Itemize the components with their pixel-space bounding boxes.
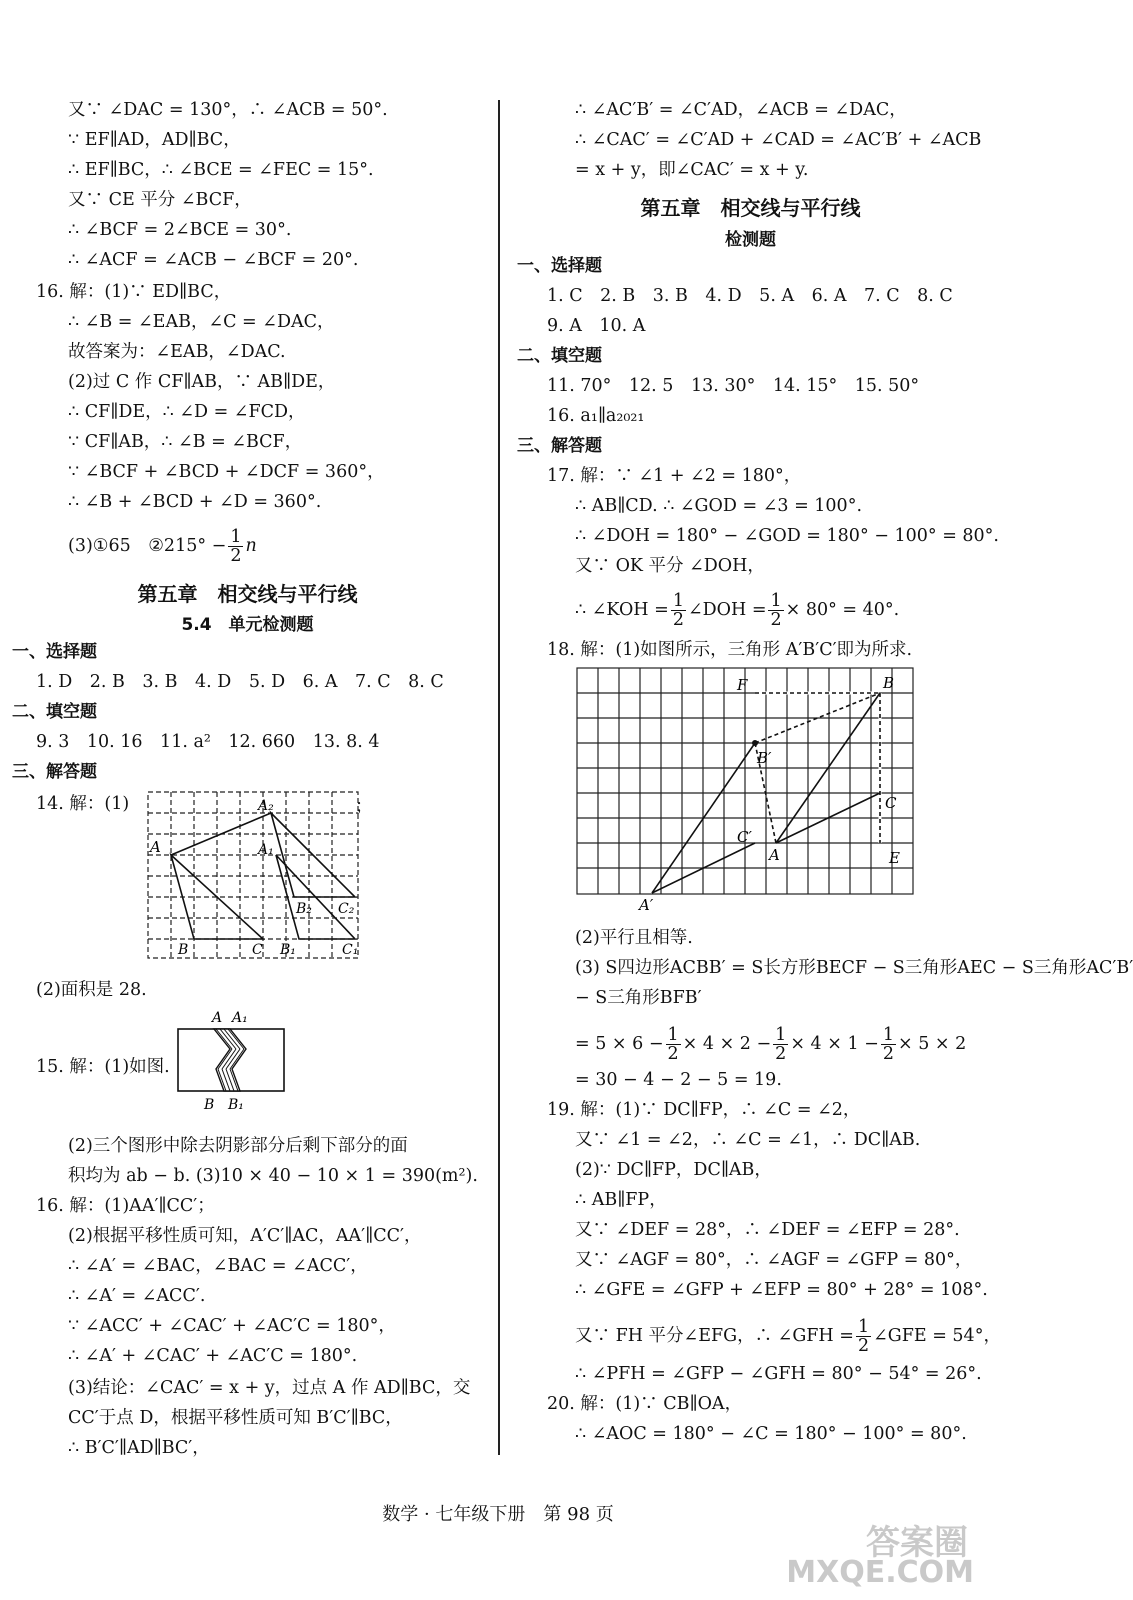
text-line: 又∵ ∠DEF = 28°，∴ ∠DEF = ∠EFP = 28°. xyxy=(575,1220,960,1240)
text-line: ∴ ∠ACF = ∠ACB − ∠BCF = 20°. xyxy=(68,250,359,270)
text-line: (3)结论：∠CAC′ = x + y，过点 A 作 AD∥BC，交 xyxy=(68,1378,471,1398)
text-line: ∴ ∠AC′B′ = ∠C′AD，∠ACB = ∠DAC， xyxy=(575,100,907,120)
fraction-denominator: 2 xyxy=(770,610,782,630)
text-line: ∴ ∠DOH = 180° − ∠GOD = 180° − 100° = 80°. xyxy=(575,526,999,546)
vertex-label: C xyxy=(252,942,263,958)
text-line: ∴ ∠A′ + ∠CAC′ + ∠AC′C = 180°. xyxy=(68,1346,358,1366)
text-line: 20. 解：(1)∵ CB∥OA， xyxy=(547,1394,743,1414)
vertex-label: A′ xyxy=(639,896,654,914)
fraction xyxy=(666,1026,681,1063)
text-line: 16. 解：(1)∵ ED∥BC， xyxy=(36,282,232,302)
fraction xyxy=(773,1026,788,1063)
text-line: ∵ CF∥AB，∴ ∠B = ∠BCF， xyxy=(68,432,303,452)
text-run: ∠DOH = xyxy=(687,600,767,620)
chapter-title: 第五章 相交线与平行线 xyxy=(640,196,861,220)
fraction-numerator: 1 xyxy=(672,591,684,611)
triangle-translation-grid xyxy=(577,668,915,914)
text-line: = 30 − 4 − 2 − 5 = 19. xyxy=(575,1070,782,1090)
fraction-denominator: 2 xyxy=(857,1336,870,1356)
text-line: 1. D 2. B 3. B 4. D 5. D 6. A 7. C 8. C xyxy=(36,672,444,692)
text-line: − S三角形BFB′ xyxy=(575,988,702,1008)
text-run: (3)①65 ②215° − xyxy=(68,536,227,556)
fraction-denominator: 2 xyxy=(775,1044,787,1064)
chapter-title: 第五章 相交线与平行线 xyxy=(137,582,358,606)
text-line: ∴ AB∥FP， xyxy=(575,1190,667,1210)
vertex-label: B′ xyxy=(757,749,772,767)
text-line: ∴ ∠BCF = 2∠BCE = 30°. xyxy=(68,220,292,240)
text-line: (2)平行且相等. xyxy=(575,928,693,948)
vertex-label: C′ xyxy=(737,828,752,846)
text-line: ∴ AB∥CD. ∴ ∠GOD = ∠3 = 100°. xyxy=(575,496,863,516)
text-line: ； xyxy=(355,797,373,817)
section-heading: 一、选择题 xyxy=(12,642,97,662)
fraction-numerator: 1 xyxy=(882,1025,894,1045)
text-line: ∵ EF∥AD，AD∥BC， xyxy=(68,130,241,150)
text-line: 9. 3 10. 16 11. a² 12. 660 13. 8. 4 xyxy=(36,732,380,752)
fraction-numerator: 1 xyxy=(775,1025,787,1045)
fraction-denominator: 2 xyxy=(667,1044,679,1064)
text-line: ∴ B′C′∥AD∥BC′， xyxy=(68,1438,210,1458)
text-line: 14. 解：(1) xyxy=(36,794,130,814)
vertex-label: A xyxy=(769,846,780,864)
vertex-label: A₁ xyxy=(258,842,274,858)
chapter-subtitle: 检测题 xyxy=(725,230,776,250)
text-line: 又∵ OK 平分 ∠DOH， xyxy=(575,556,765,576)
fraction xyxy=(881,1026,896,1063)
text-line: (2)过 C 作 CF∥AB，∵ AB∥DE， xyxy=(68,372,336,392)
column-divider xyxy=(498,100,500,1455)
section-heading: 一、选择题 xyxy=(517,256,602,276)
text-line: ∵ ∠ACC′ + ∠CAC′ + ∠AC′C = 180°， xyxy=(68,1316,396,1336)
text-run: ∴ ∠KOH = xyxy=(575,600,669,620)
text-line: CC′于点 D，根据平移性质可知 B′C′∥BC， xyxy=(68,1408,403,1428)
vertex-label: B xyxy=(883,674,895,692)
section-heading: 二、填空题 xyxy=(517,346,602,366)
text-line: 15. 解：(1)如图. xyxy=(36,1057,170,1077)
text-line: 9. A 10. A xyxy=(547,316,646,336)
text-line: (2)三个图形中除去阴影部分后剩下部分的面 xyxy=(68,1136,408,1156)
text-run: = 5 × 6 − xyxy=(575,1034,664,1054)
text-run: × 5 × 2 xyxy=(897,1034,967,1054)
watermark-logo: 答案圈 xyxy=(866,1523,968,1563)
text-line: ∴ ∠GFE = ∠GFP + ∠EFP = 80° + 28° = 108°. xyxy=(575,1280,988,1300)
fraction xyxy=(671,592,686,629)
text-run: × 4 × 2 − xyxy=(682,1034,772,1054)
chapter-subtitle: 5.4 单元检测题 xyxy=(181,615,314,635)
text-run: × 80° = 40°. xyxy=(785,600,900,620)
text-line: ∴ ∠CAC′ = ∠C′AD + ∠CAD = ∠AC′B′ + ∠ACB xyxy=(575,130,982,150)
section-heading: 三、解答题 xyxy=(517,436,602,456)
text-line: ∴ ∠AOC = 180° − ∠C = 180° − 100° = 80°. xyxy=(575,1424,967,1444)
text-line: 又∵ ∠AGF = 80°，∴ ∠AGF = ∠GFP = 80°， xyxy=(575,1250,973,1270)
vertex-label: A₂ xyxy=(258,798,274,814)
fraction-numerator: 1 xyxy=(770,591,782,611)
text-line: ∴ CF∥DE，∴ ∠D = ∠FCD， xyxy=(68,402,306,422)
text-line: 又∵ ∠1 = ∠2，∴ ∠C = ∠1，∴ DC∥AB. xyxy=(575,1130,921,1150)
text-line: ∴ ∠A′ = ∠BAC，∠BAC = ∠ACC′， xyxy=(68,1256,368,1276)
vertex-label: C₁ xyxy=(342,942,359,958)
vertex-label: A xyxy=(150,838,161,856)
text-line: 19. 解：(1)∵ DC∥FP，∴ ∠C = ∠2， xyxy=(547,1100,861,1120)
text-line xyxy=(575,592,899,629)
text-line xyxy=(575,1318,1001,1355)
text-line xyxy=(68,528,257,565)
page-footer: 数学 · 七年级下册 第 98 页 xyxy=(382,1504,614,1525)
text-line: 17. 解：∵ ∠1 + ∠2 = 180°， xyxy=(547,466,802,486)
translation-grid-figure xyxy=(148,792,360,960)
vertex-label: B xyxy=(204,1097,215,1113)
text-line: 又∵ CE 平分 ∠BCF， xyxy=(68,190,252,210)
fraction-denominator: 2 xyxy=(882,1044,894,1064)
text-line: ∴ ∠B + ∠BCD + ∠D = 360°. xyxy=(68,492,322,512)
text-line: 11. 70° 12. 5 13. 30° 14. 15° 15. 50° xyxy=(547,376,920,396)
text-line: 18. 解：(1)如图所示，三角形 A′B′C′即为所求. xyxy=(547,640,913,660)
road-figure xyxy=(176,1007,286,1115)
fraction-numerator: 1 xyxy=(230,527,242,547)
text-line: 故答案为：∠EAB，∠DAC. xyxy=(68,342,286,362)
text-line: ∴ ∠A′ = ∠ACC′. xyxy=(68,1286,206,1306)
text-line: (3) S四边形ACBB′ = S长方形BECF − S三角形AEC − S三角形AC′B′ xyxy=(575,958,1133,978)
text-line: 16. 解：(1)AA′∥CC′； xyxy=(36,1196,215,1216)
text-line: ∵ ∠BCF + ∠BCD + ∠DCF = 360°， xyxy=(68,462,385,482)
vertex-label: A₁ xyxy=(232,1010,248,1026)
fraction xyxy=(856,1318,871,1355)
vertex-label: C₂ xyxy=(338,901,355,917)
vertex-label: E xyxy=(889,849,900,867)
text-line: ∴ ∠PFH = ∠GFP − ∠GFH = 80° − 54° = 26°. xyxy=(575,1364,982,1384)
text-line: 又∵ ∠DAC = 130°，∴ ∠ACB = 50°. xyxy=(68,100,388,120)
fraction-denominator: 2 xyxy=(672,610,684,630)
fraction xyxy=(228,528,243,565)
text-line: 1. C 2. B 3. B 4. D 5. A 6. A 7. C 8. C xyxy=(547,286,953,306)
vertex-label: B₁ xyxy=(280,942,296,958)
watermark-url: MXQE.COM xyxy=(786,1555,974,1590)
text-line xyxy=(575,1026,966,1063)
section-heading: 三、解答题 xyxy=(12,762,97,782)
fraction-numerator: 1 xyxy=(667,1025,679,1045)
text-run: ∠GFE = 54°， xyxy=(873,1326,1001,1346)
vertex-label: C xyxy=(885,794,897,812)
text-line: 16. a₁∥a₂₀₂₁ xyxy=(547,406,645,426)
text-line: ∴ EF∥BC，∴ ∠BCE = ∠FEC = 15°. xyxy=(68,160,374,180)
section-heading: 二、填空题 xyxy=(12,702,97,722)
text-run: 又∵ FH 平分∠EFG，∴ ∠GFH = xyxy=(575,1326,854,1346)
fraction-denominator: 2 xyxy=(230,546,242,566)
fraction-numerator: 1 xyxy=(857,1317,870,1337)
text-run: n xyxy=(245,536,257,556)
text-line: = x + y，即∠CAC′ = x + y. xyxy=(575,160,809,180)
vertex-label: B₂ xyxy=(296,901,312,917)
text-line: ∴ ∠B = ∠EAB，∠C = ∠DAC， xyxy=(68,312,335,332)
text-line: (2)面积是 28. xyxy=(36,980,147,1000)
vertex-label: B xyxy=(178,942,189,958)
text-run: × 4 × 1 − xyxy=(790,1034,879,1054)
text-line: 积均为 ab − b. (3)10 × 40 − 10 × 1 = 390(m²). xyxy=(68,1166,478,1186)
text-line: (2)根据平移性质可知，A′C′∥AC，AA′∥CC′， xyxy=(68,1226,422,1246)
text-line: (2)∵ DC∥FP，DC∥AB， xyxy=(575,1160,772,1180)
fraction xyxy=(768,592,783,629)
vertex-label: B₁ xyxy=(228,1097,244,1113)
vertex-label: F xyxy=(737,676,748,694)
vertex-label: A xyxy=(212,1010,223,1026)
